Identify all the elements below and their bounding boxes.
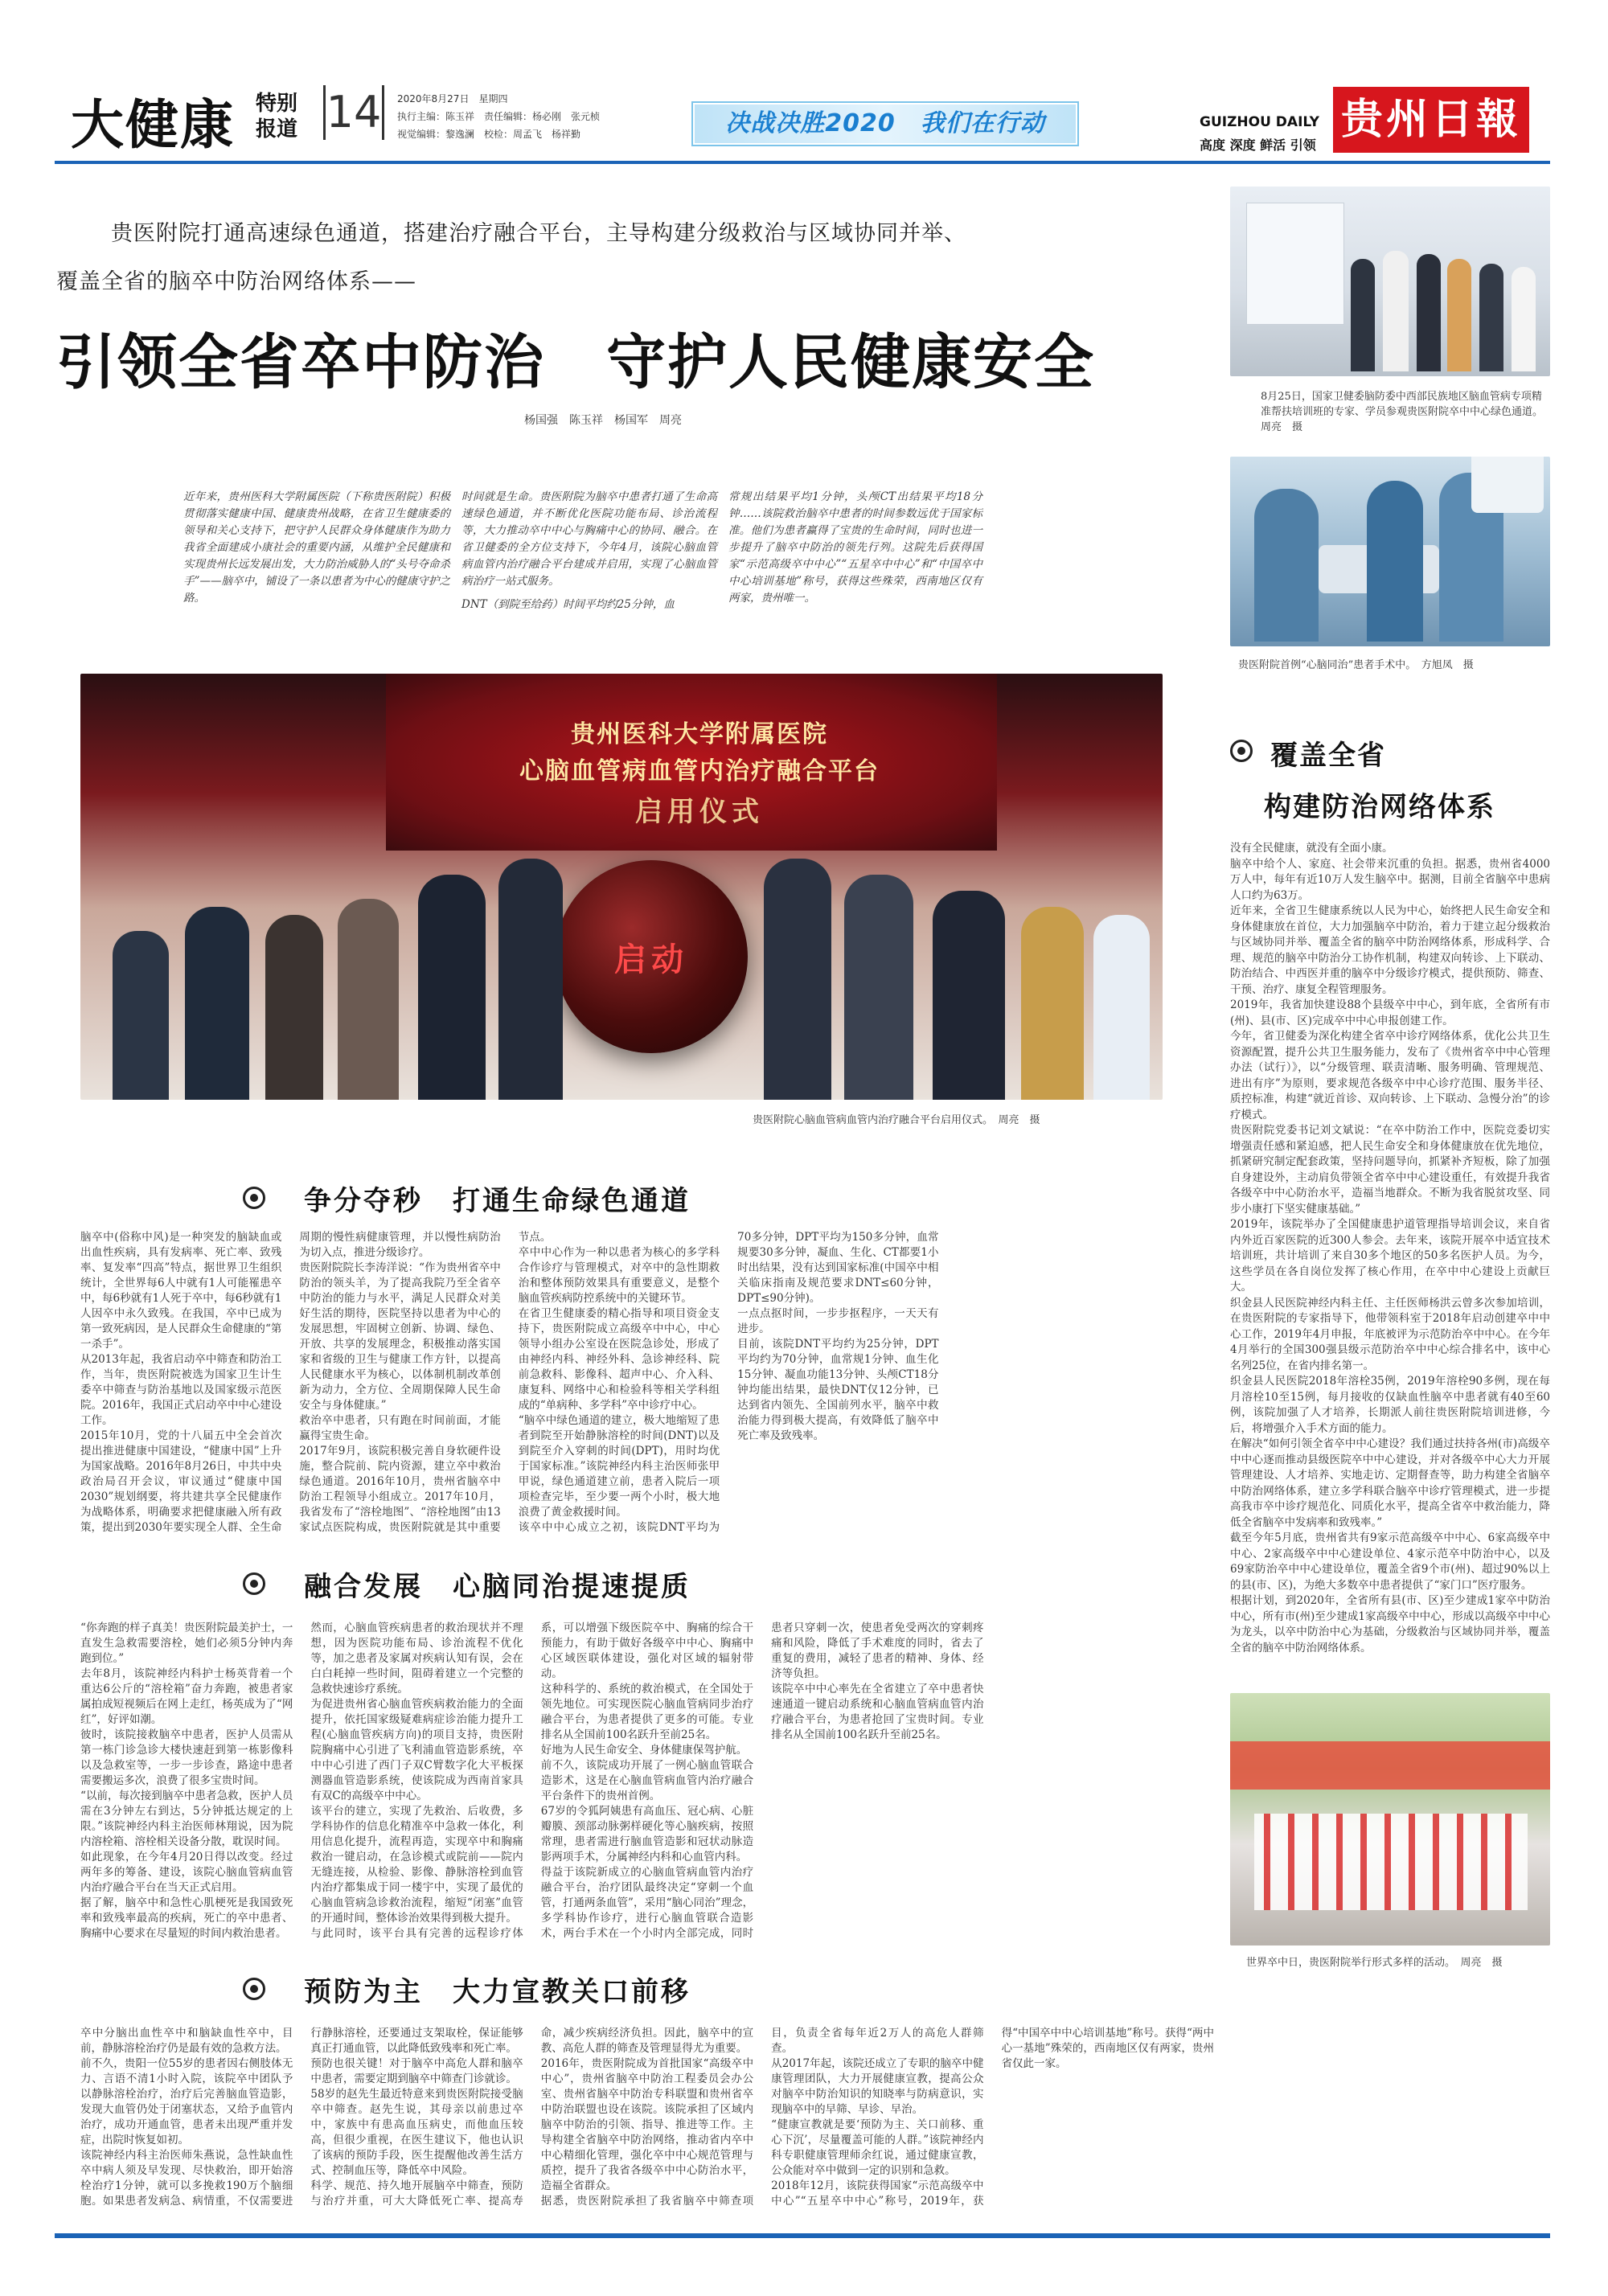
lead-column-2-end: DNT（到院至给药）时间平均约25分钟，血: [461, 598, 675, 611]
section-2-body: “你奔跑的样子真美！贵医附院最美护士，一直发生急救需要溶栓，她们必须5分钟内奔跑到位。” 去年8月，该院神经内科护士杨英背着一个重达6公斤的“溶栓箱”奋力奔跑，被患者家属拍成短视频后在网上走红，杨英成为了“网红”，好评如潮。 彼时，该院接救脑卒中患者，医护人员需从第一栋门诊急诊大楼快速赶到第一栋影像科以及急救室等，一步一步诊查，路途中患者需要搬运多次，浪费了很多宝贵时间。 “以前，每次接到脑卒中患者急救，医护人员需在3分钟左右到达，5分钟抵达规定的上限。”该院神经内科主治医师林翔说，因为院内溶栓箱、溶栓相关设备分散，耽误时间。 如此现象，在今年4月20日得以改变。经过两年多的筹备、建设，该院心脑血管病血管内治疗融合平台在当天正式启用。 据了解，脑卒中和急性心肌梗死是我国致死率和致残率最高的疾病，死亡的卒中患者、胸痛中心要求在尽量短的时间内救治患者。 然而，心脑血管疾病患者的救治现状并不理想，因为医院功能布局、诊治流程不优化等，加之患者及家属对疾病认知有误，会在白白耗掉一些时间，阻碍着建立一个完整的急救快速诊疗系统。 为促进贵州省心脑血管疾病救治能力的全面提升，依托国家级疑难病症诊治能力提升工程(心脑血管疾病方向)的项目支持，贵医附院胸痛中心引进了飞利浦血管造影系统，卒中中心引进了西门子双C臂数字化大平板探测器血管造影系统，使该院成为西南首家具有双C的高级卒中中心。 该平台的建立，实现了先救治、后收费，多学科协作的信息化精准卒中急救一体化，利用信息化提升，流程再造，实现卒中和胸痛救治一键启动，在急诊模式或院前——院内无缝连接，从检验、影像、静脉溶栓到血管内治疗都集成于同一楼宇中，实现了最优的心脑血管病急诊救治流程，缩短“闭塞”血管的开通时间，整体诊治效果得到极大提升。 与此同时，该平台具有完善的远程诊疗体系，可以增强下级医院卒中、胸痛的综合干预能力，有助于做好各级卒中中心、胸痛中心区域医联体建设，强化对区域的辐射带动。 这种科学的、系统的救治模式，在全国处于领先地位。可实现医院心脑血管病同步治疗融合平台，为患者提供了更多的可能。专业排名从全国前100名跃升至前25名。 好地为人民生命安全、身体健康保驾护航。 前不久，该院成功开展了一例心脑血管联合造影术，这是在心脑血管病血管内治疗融合平台条件下的贵州首例。 67岁的令狐阿姨患有高血压、冠心病、心脏瓣膜、颈部动脉粥样硬化等心脑疾病，按照常理，患者需进行脑血管造影和冠状动脉造影两项手术，分属神经内科和心血管内科。 得益于该院新成立的心脑血管病血管内治疗融合平台，治疗团队最终决定“穿刺一个血管，打通两条血管”，采用“脑心同治”理念，多学科协作诊疗，进行心脑血管联合造影术，两台手术在一个小时内全部完成，同时患者只穿刺一次，使患者免受两次的穿刺疼痛和风险，降低了手术难度的同时，省去了重复的费用，减轻了患者的精神、身体、经济等负担。 该院卒中中心率先在全省建立了卒中患者快速通道一键启动系统和心脑血管病血管内治疗融合平台，为患者抢回了宝贵时间。专业排名从全国前100名跃升至前25名。: [80, 1622, 984, 1940]
photo-stroke-day-event: [1230, 1693, 1550, 1945]
attendees-silhouettes: [80, 810, 1163, 1100]
campaign-banner: [693, 103, 1077, 145]
photo-surgery: [1230, 457, 1550, 646]
right-section-title-1: 覆盖全省: [1270, 740, 1386, 772]
lead-column-1: 近年来，贵州医科大学附属医院（下称贵医附院）积极贯彻落实健康中国、健康贵州战略，在省卫生健康委的领导和关心支持下，把守护人民群众身体健康作为助力我省全面建成小康社会的重要内涵，从维护全民健康和实现贵州长远发展出发，大力防治威胁人的“头号夺命杀手”——脑卒中，铺设了一条以患者为中心的健康守护之路。: [183, 490, 450, 605]
photo-delegation-caption: 8月25日，国家卫健委脑防委中西部民族地区脑血管病专项精准帮扶培训班的专家、学员参观贵医附院卒中中心绿色通道。 周亮 摄: [1261, 391, 1549, 433]
lead-column-3: 常规出结果平均1分钟，头颅CT出结果平均18分钟……该院救治脑卒中患者的时间参数远优于国家标准。他们为患者赢得了宝贵的生命时间，同时也进一步提升了脑卒中防治的领先行列。这院先后获得国家“示范高级卒中中心”“五星卒中中心”和“中国卒中中心培训基地”称号，获得这些殊荣，西南地区仅有两家，贵州唯一。: [728, 490, 982, 605]
photo-sign-line-2: 心脑血管病血管内治疗融合平台: [519, 757, 880, 785]
section-2-title: 融合发展 心脑同治提速提质: [304, 1571, 691, 1603]
section-tag-1: 特别: [256, 92, 298, 116]
launch-globe-label: 启动: [614, 941, 688, 978]
bottom-rule: [55, 2233, 1550, 2238]
lead-column-2-text: 时间就是生命。贵医附院为脑卒中患者打通了生命高速绿色通道，并不断优化医院功能布局、诊治流程等，大力推动卒中中心与胸痛中心的协同、融合。在省卫健委的全方位支持下，今年4月，该院心脑血管病血管内治疗融合平台建成并启用，实现了心脑血管病治疗一站式服务。: [461, 490, 717, 588]
section-1-body: 脑卒中(俗称中风)是一种突发的脑缺血或出血性疾病，具有发病率、死亡率、致残率、复发率“四高”特点，据世界卫生组织统计，全世界每6人中就有1人可能罹患卒中，每6秒就有1人死于卒中，每6秒就有1人因卒中永久致残。在我国，卒中已成为第一致死病因，是人民群众生命健康的“第一杀手”。 从2013年起，我省启动卒中筛查和防治工作，当年，贵医附院被选为国家卫生计生委卒中筛查与防治基地以及国家级示范医院。2016年，我国正式启动卒中中心建设工作。 2015年10月，党的十八届五中全会首次提出推进健康中国建设，“健康中国”上升为国家战略。2016年8月26日，中共中央政治局召开会议，审议通过“健康中国2030”规划纲要，将共建共享全民健康作为战略体系，明确要求把健康融入所有政策，提出到2030年要实现全人群、全生命周期的慢性病健康管理，并以慢性病防治为切入点，推进分级诊疗。 贵医附院院长李涛洋说：“作为贵州省卒中防治的领头羊，为了提高我院乃至全省卒中防治的能力与水平，满足人民群众对美好生活的期待，医院坚持以患者为中心的发展思想，牢固树立创新、协调、绿色、开放、共享的发展理念，积极推动落实国家和省级的卫生与健康工作方针，以提高人民健康水平为核心，以体制机制改革创新为动力，全方位、全周期保障人民生命安全与身体健康。” 救治卒中患者，只有跑在时间前面，才能赢得宝贵生命。 2017年9月，该院积极完善自身软硬件设施，整合院前、院内资源，建立卒中救治绿色通道。2016年10月，贵州省脑卒中防治工程领导小组成立。2017年10月，我省发布了“溶栓地图”、“溶栓地图”由13家试点医院构成，贵医附院就是其中重要节点。 卒中中心作为一种以患者为核心的多学科合作诊疗与管理模式，对卒中的急性期救治和整体预防效果具有重要意义，是整个脑血管疾病防控系统中的关键环节。 在省卫生健康委的精心指导和项目资金支持下，贵医附院成立高级卒中中心，中心领导小组办公室设在医院急诊处，形成了由神经内科、神经外科、急诊神经科、院前急救科、影像科、超声中心、介入科、康复科、网络中心和检验科等相关学科组成的“单病种、多学科”卒中诊疗中心。 “脑卒中绿色通道的建立，极大地缩短了患者到院至开始静脉溶栓的时间(DNT)以及到院至介入穿刺的时间(DPT)，用时均优于国家标准。”该院神经内科主治医师张甲甲说，绿色通道建立前，患者入院后一项项检查完毕，至少要一两个小时，极大地浪费了黄金救援时间。 该卒中中心成立之初，该院DNT平均为70多分钟，DPT平均为150多分钟，血常规要30多分钟，凝血、生化、CT都要1小时出结果，没有达到国家标准(中国卒中相关临床指南及规范要求DNT≤60分钟，DPT≤90分钟)。 一点点抠时间，一步步抠程序，一天天有进步。 目前，该院DNT平均约为25分钟，DPT平均约为70分钟，血常规1分钟、血生化15分钟、凝血功能13分钟、头颅CT18分钟均能出结果，最快DNT仅12分钟，已达到省内领先、全国前列水平，脑卒中救治能力得到极大提高，有效降低了脑卒中死亡率及致残率。: [80, 1231, 939, 1534]
lead-column-2: [461, 489, 717, 613]
editors-line-1: 执行主编：陈玉祥 责任编辑：杨必刚 张元桢: [397, 111, 601, 122]
paper-logo: [1333, 87, 1529, 153]
paper-name-en: GUIZHOU DAILY: [1200, 114, 1319, 130]
photo-delegation-visit: [1230, 187, 1550, 376]
headline: 引领全省卒中防治 守护人民健康安全: [56, 328, 1095, 397]
main-ceremony-photo: [80, 674, 1163, 1100]
photo-sign-line-1: 贵州医科大学附属医院: [571, 720, 828, 748]
section-3-marker-icon: [243, 1978, 265, 2000]
section-marker-icon: [1230, 740, 1253, 762]
paper-motto: 高度 深度 鲜活 引领: [1200, 137, 1316, 153]
authors: 杨国强 陈玉祥 杨国军 周亮: [524, 414, 682, 427]
section-tag-2: 报道: [256, 117, 298, 141]
campaign-banner-text: 决战决胜2020 我们在行动: [725, 109, 1045, 137]
right-section-body: 没有全民健康，就没有全面小康。 脑卒中给个人、家庭、社会带来沉重的负担。据悉，贵州省4000万人中，每年有近10万人发生脑卒中。据测，目前全省脑卒中患病人口约为63万。 近年来，全省卫生健康系统以人民为中心，始终把人民生命安全和身体健康放在首位，大力加强脑卒中防治，着力于建立起分级救治与区域协同并举、覆盖全省的脑卒中防治网络体系，形成科学、合理、规范的脑卒中防治分工协作机制，构建双向转诊、上下联动、防治结合、中西医并重的脑卒中分级诊疗模式，提供预防、筛查、干预、治疗、康复全程管理服务。 2019年，我省加快建设88个县级卒中中心，到年底，全省所有市(州)、县(市、区)完成卒中中心申报创建工作。 今年，省卫健委为深化构建全省卒中诊疗网络体系，优化公共卫生资源配置，提升公共卫生服务能力，发布了《贵州省卒中中心管理办法（试行）》，以“分级管理、联责清晰、服务明确、管理规范、进出有序”为原则，要求规范各级卒中中心诊疗范围、服务半径、质控标准，构建“就近首诊、双向转诊、上下联动、急慢分治”的诊疗模式。 贵医附院党委书记刘文斌说：“在卒中防治工作中，医院竞委切实增强责任感和紧迫感，把人民生命安全和身体健康放在优先地位，抓紧研究制定配套政策，坚持问题导向，抓紧补齐短板，除了加强自身建设外，主动肩负带领全省卒中中心建设重任，有效提升我省各级卒中中心防治水平，造福当地群众。不断为我省脱贫攻坚、同步小康打下坚实健康基础。” 2019年，该院举办了全国健康患护道管理指导培训会议，来自省内外近百家医院的近300人参会。去年来，该院开展卒中适宜技术培训班，共计培训了来自30多个地区的50多名医护人员。为今，这些学员在各自岗位发挥了核心作用，在卒中中心建设上贡献巨大。 织金县人民医院神经内科主任、主任医师杨洪云曾多次参加培训，在贵医附院的专家指导下，他带领科室于2018年启动创建卒中中心工作，2019年4月申报，年底被评为示范防治卒中中心。在今年4月举行的全国300强县级示范防治卒中中心综合排名中，该中心名列25位，在省内排名第一。 织金县人民医院2018年溶栓35例，2019年溶栓90多例，现在每月溶栓10至15例，每月接收的仅缺血性脑卒中患者就有40至60例，该院加强了人才培养，长期派人前往贵医附院培训进修，今后，将增强介入手术方面的能力。 在解决“如何引领全省卒中中心建设？我们通过扶持各州(市)高级卒中中心逐而推动县级医院卒中中心建设，并对各级卒中心大力开展管理建设、人才培养、实地走访、定期督查等，助力构建全省脑卒中防治网络体系，建立多学科联合脑卒中诊疗管理模式，进一步提高我市卒中诊疗规范化、同质化水平，提高全省卒中救治能力，降低全省脑卒中发病率和致残率。” 截至今年5月底，贵州省共有9家示范高级卒中中心、6家高级卒中中心、2家高级卒中中心建设单位、4家示范卒中防治中心，以及69家防治卒中中心建设单位，覆盖全省9个市(州)、超过90%以上的县(市、区)，为绝大多数卒中患者提供了“家门口”医疗服务。 根据计划，到2020年，全省所有县(市、区)至少建成1家卒中防治中心，所有市(州)至少建成1家高级卒中中心，形成以高级卒中中心为龙头，以卒中防治中心为基础，分级救治与区域协同并举，覆盖全省的脑卒中防治网络体系。: [1230, 842, 1550, 1654]
section-name: 大健康: [71, 94, 235, 156]
masthead-rule: [55, 161, 1550, 164]
right-section-title-2: 构建防治网络体系: [1264, 791, 1495, 823]
editors-line-2: 视觉编辑：黎逸澜 校检：周孟飞 杨祥勤: [397, 129, 581, 140]
page-number-box: [323, 85, 384, 140]
section-3-body: 卒中分脑出血性卒中和脑缺血性卒中，目前，静脉溶栓治疗仍是最有效的急救方法。 前不久，贵阳一位55岁的患者因右侧肢体无力、言语不清1小时入院，该院卒中团队予以静脉溶栓治疗，治疗后完善脑血管造影，发现大血管仍处于闭塞状态，又给予血管内治疗，成功开通血管，患者未出现严重并发症，出院时恢复如初。 该院神经内科主治医师朱燕说，急性缺血性卒中病人须及早发现、尽快救治，即开始溶栓治疗1分钟，就可以多挽救190万个脑细胞。如果患者发病急、病情重，不仅需要进行静脉溶栓，还要通过支架取栓，保证能够真正打通血管，以此降低致残率和死亡率。 预防也很关键！对于脑卒中高危人群和脑卒中患者，需要定期到脑卒中筛查门诊就诊。 58岁的赵先生最近特意来到贵医附院接受脑卒中筛查。赵先生说，其母亲以前患过卒中，家族中有患高血压病史，而他血压较高，但很少重视，在医生建议下，他也认识了该病的预防手段，医生提醒他改善生活方式、控制血压等，降低卒中风险。 科学、规范、持久地开展脑卒中筛查，预防与治疗并重，可大大降低死亡率、提高寿命，减少疾病经济负担。因此，脑卒中的宣教、高危人群的筛查及管理显得尤为重要。 2016年，贵医附院成为首批国家“高级卒中中心”，贵州省脑卒中防治工程委员会办公室、贵州省脑卒中防治专科联盟和贵州省卒中防治联盟也设在该院。该院承担了区域内脑卒中防治的引领、指导、推进等工作。主导构建全省脑卒中防治网络，推动省内卒中中心精细化管理，强化卒中中心规范管理与质控，提升了我省各级卒中中心防治水平，造福全省群众。 据悉，贵医附院承担了我省脑卒中筛查项目，负责全省每年近2万人的高危人群筛查。 从2017年起，该院还成立了专职的脑卒中健康管理团队，大力开展健康宣教，提高公众对脑卒中防治知识的知晓率与防病意识，实现脑卒中的早筛、早诊、早治。 “健康宣教就是要‘预防为主、关口前移、重心下沉’，尽量覆盖可能的人群。”该院神经内科专职健康管理师余红说，通过健康宣教，公众能对卒中做到一定的识别和急救。 2018年12月，该院获得国家“示范高级卒中中心”“五星卒中中心”称号，2019年，获得“中国卒中中心培训基地”称号。获得“两中心一基地”殊荣的，西南地区仅有两家，贵州省仅此一家。: [80, 2027, 1214, 2208]
section-2-marker-icon: [243, 1572, 265, 1595]
page-number: 14: [326, 87, 382, 137]
photo-sign-line-3: 启用仪式: [635, 796, 764, 828]
paper-logo-text: 贵州日報: [1340, 95, 1521, 144]
photo-surgery-caption: 贵医附院首例“心脑同治”患者手术中。 方旭凤 摄: [1238, 659, 1474, 671]
subtitle-line-2: 覆盖全省的脑卒中防治网络体系——: [56, 269, 416, 294]
date: 2020年8月27日 星期四: [397, 93, 508, 105]
section-3-title: 预防为主 大力宣教关口前移: [304, 1976, 691, 2008]
section-1-marker-icon: [243, 1187, 265, 1209]
main-photo-caption: 贵医附院心脑血管病血管内治疗融合平台启用仪式。 周亮 摄: [753, 1114, 1040, 1126]
photo-stroke-day-caption: 世界卒中日，贵医附院举行形式多样的活动。 周亮 摄: [1246, 1957, 1503, 1969]
section-1-title: 争分夺秒 打通生命绿色通道: [304, 1185, 691, 1217]
subtitle-line-1: 贵医附院打通高速绿色通道，搭建治疗融合平台，主导构建分级救治与区域协同并举、: [111, 221, 966, 246]
